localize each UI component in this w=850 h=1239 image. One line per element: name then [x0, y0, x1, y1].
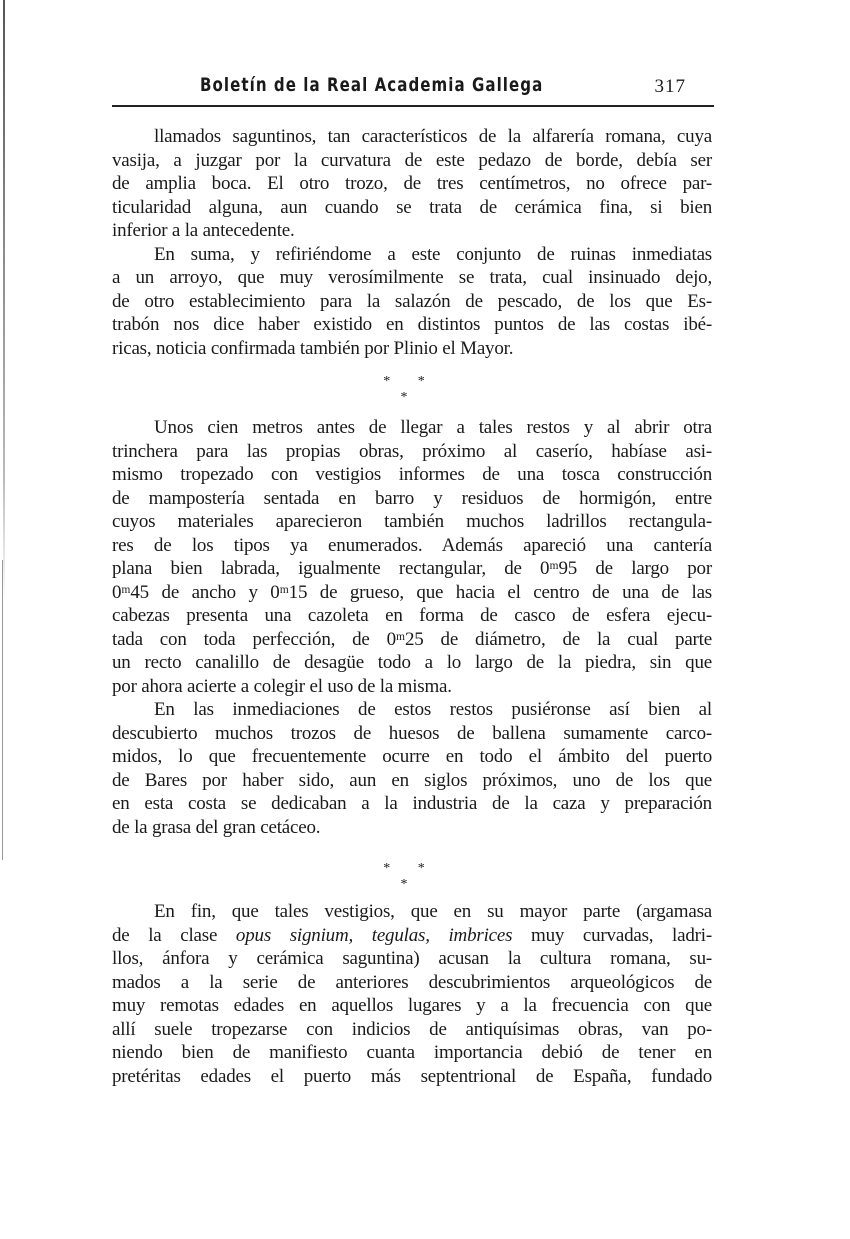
- text-line: un recto canalillo de desagüe todo a lo largo de la piedra, sin que: [112, 652, 712, 673]
- text-line: por ahora acierte a colegir el uso de la misma.: [112, 675, 452, 697]
- italic-text: opus signium, tegulas, imbrices: [235, 924, 513, 946]
- text-line: vasija, a juzgar por la curvatura de este pedazo de borde, debía ser: [112, 149, 712, 171]
- paragraph: [112, 416, 712, 698]
- text-line: llos, ánfora y cerámica saguntina) acusan la cultura romana, su-: [112, 948, 712, 969]
- paragraph: [112, 243, 712, 361]
- text-line: mados a la serie de anteriores descubrimientos arqueológicos de: [112, 971, 712, 993]
- text-line: cuyos materiales aparecieron también muchos ladrillos rectangula-: [112, 511, 712, 532]
- text-line: ticularidad alguna, aun cuando se trata de cerámica fina, si bien: [112, 196, 712, 218]
- text-line: trabón nos dice haber existido en distintos puntos de las costas ibé-: [112, 314, 712, 335]
- section-separator: * * *: [383, 861, 437, 892]
- text-line: tada con toda perfección, de 0ᵐ25 de diámetro, de la cual parte: [112, 628, 712, 650]
- text-line: pretéritas edades el puerto más septentrional de España, fundado: [112, 1065, 712, 1087]
- text-line: a un arroyo, que muy verosímilmente se trata, cual insinuado dejo,: [112, 267, 712, 288]
- paragraph: [112, 125, 712, 243]
- text-line: En las inmediaciones de estos restos pusiéronse así bien al: [154, 699, 712, 720]
- text-line: de Bares por haber sido, aun en siglos próximos, uno de los que: [112, 769, 712, 791]
- text-line: de mampostería sentada en barro y residuos de hormigón, entre: [112, 487, 712, 509]
- scan-edge: [2, 560, 3, 860]
- text-line: allí suele tropezarse con indicios de antiquísimas obras, van po-: [112, 1018, 712, 1040]
- text-line: cabezas presenta una cazoleta en forma de casco de esfera ejecu-: [112, 605, 712, 626]
- text-line: muy remotas edades en aquellos lugares y a la frecuencia con que: [112, 995, 712, 1016]
- text-line: de otro establecimiento para la salazón de pescado, de los que Es-: [112, 290, 712, 312]
- running-title: Boletín de la Real Academia Gallega: [200, 74, 544, 96]
- paragraph: [112, 900, 712, 1088]
- text-line: de la grasa del gran cetáceo.: [112, 816, 321, 838]
- text-line: trinchera para las propias obras, próximo al caserío, habíase asi-: [112, 440, 712, 462]
- page-number: 317: [654, 76, 686, 97]
- section-separator: * * *: [383, 374, 437, 405]
- text-line: En fin, que tales vestigios, que en su mayor parte (argamasa: [154, 901, 712, 922]
- text-line: ricas, noticia confirmada también por Plinio el Mayor.: [112, 337, 514, 359]
- text-line: res de los tipos ya enumerados. Además apareció una cantería: [112, 534, 712, 556]
- text-line: descubierto muchos trozos de huesos de ballena sumamente carco-: [112, 722, 712, 744]
- text-line: niendo bien de manifiesto cuanta importancia debió de tener en: [112, 1042, 712, 1063]
- text-line: 0ᵐ45 de ancho y 0ᵐ15 de grueso, que hacia el centro de una de las: [112, 581, 712, 603]
- text-line: plana bien labrada, igualmente rectangular, de 0ᵐ95 de largo por: [112, 558, 712, 579]
- text-line: midos, lo que frecuentemente ocurre en todo el ámbito del puerto: [112, 746, 712, 767]
- text-line: [112, 924, 712, 948]
- text-line: Unos cien metros antes de llegar a tales restos y al abrir otra: [154, 417, 712, 438]
- page-header: [112, 74, 714, 102]
- text-line: llamados saguntinos, tan característicos de la alfarería romana, cuya: [154, 126, 712, 147]
- text-segment: de la clase: [112, 924, 236, 946]
- paragraph: [112, 698, 712, 839]
- text-line: en esta costa se dedicaban a la industria de la caza y preparación: [112, 793, 712, 814]
- text-line: En suma, y refiriéndome a este conjunto de ruinas inmediatas: [154, 243, 712, 265]
- text-line: de amplia boca. El otro trozo, de tres centímetros, no ofrece par-: [112, 173, 712, 194]
- header-rule: [112, 105, 714, 107]
- text-segment: muy curvadas, ladri-: [512, 924, 713, 946]
- text-line: inferior a la antecedente.: [112, 220, 295, 241]
- text-line: mismo tropezado con vestigios informes de una tosca construcción: [112, 464, 712, 485]
- scan-edge: [3, 0, 5, 600]
